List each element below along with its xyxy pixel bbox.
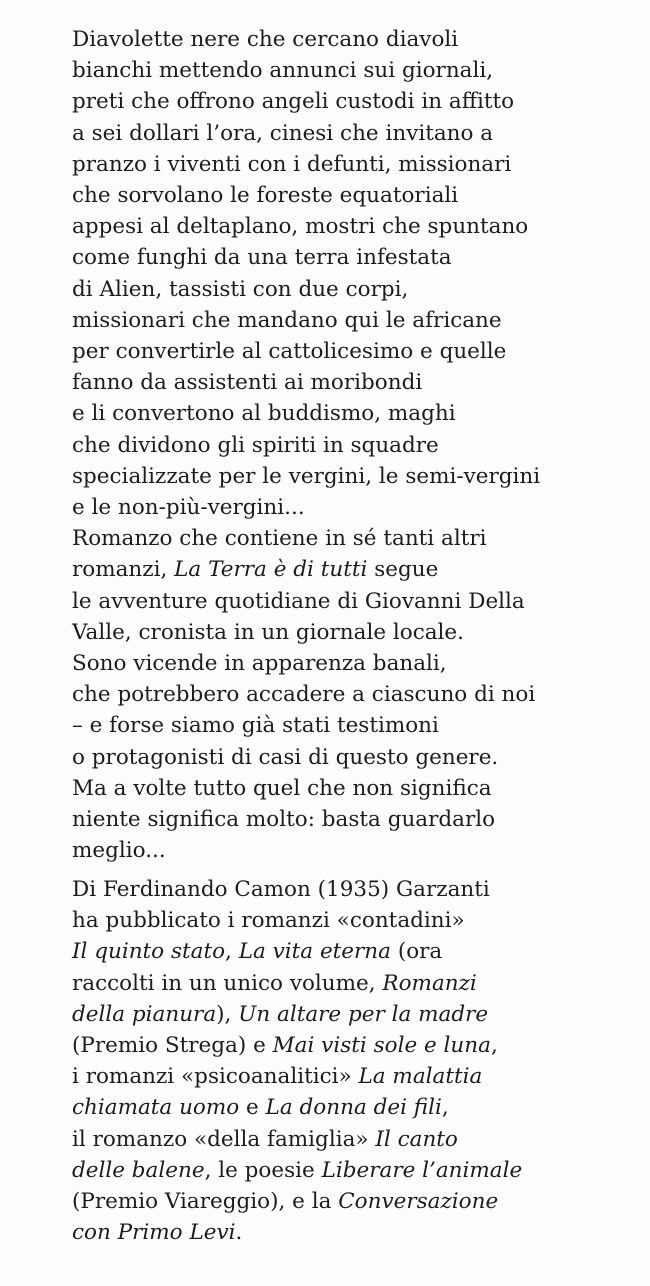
- book-title-italic: Il quinto stato: [72, 939, 226, 965]
- synopsis-line: che dividono gli spiriti in squadre: [72, 432, 439, 458]
- synopsis-line: e li convertono al buddismo, maghi: [72, 401, 456, 427]
- synopsis-line: pranzo i viventi con i defunti, missionari: [72, 151, 512, 177]
- synopsis-line: di Alien, tassisti con due corpi,: [72, 276, 409, 302]
- book-title-italic: La vita eterna: [238, 939, 391, 965]
- synopsis-line: o protagonisti di casi di questo genere.: [72, 744, 499, 770]
- synopsis-line: specializzate per le vergini, le semi-vergini: [72, 463, 541, 489]
- synopsis-line: bianchi mettendo annunci sui giornali,: [72, 58, 494, 84]
- book-title-italic: Mai visti sole e luna: [272, 1033, 491, 1059]
- text-run: il romanzo «della famiglia»: [72, 1126, 376, 1152]
- book-title-italic: con Primo Levi: [72, 1220, 236, 1246]
- bio-line: [72, 1186, 632, 1217]
- book-title-italic: della pianura: [72, 1001, 217, 1027]
- synopsis-line: meglio...: [72, 838, 166, 864]
- text-run: (Premio Viareggio), e la: [72, 1189, 339, 1215]
- synopsis-line: che potrebbero accadere a ciascuno di noi: [72, 682, 536, 708]
- book-title-italic: Un altare per la madre: [238, 1001, 489, 1027]
- book-title-italic: Il canto: [375, 1126, 458, 1152]
- book-title-italic: Conversazione: [338, 1189, 499, 1215]
- synopsis-paragraph: [72, 24, 632, 866]
- book-title-italic: chiamata uomo: [72, 1095, 240, 1121]
- text-run: (ora: [390, 939, 443, 965]
- synopsis-line: a sei dollari l’ora, cinesi che invitano a: [72, 120, 494, 146]
- bio-line: [72, 1092, 632, 1123]
- bio-line: ha pubblicato i romanzi «contadini»: [72, 908, 465, 934]
- text-run: ),: [216, 1001, 239, 1027]
- text-run: romanzi,: [72, 557, 175, 583]
- bio-line: [72, 1030, 632, 1061]
- text-run: segue: [367, 557, 439, 583]
- synopsis-line: Valle, cronista in un giornale locale.: [72, 619, 464, 645]
- bio-line: [72, 999, 632, 1030]
- synopsis-line: fanno da assistenti ai moribondi: [72, 370, 423, 396]
- synopsis-line: – e forse siamo già stati testimoni: [72, 713, 439, 739]
- book-title-italic: Liberare l’animale: [321, 1157, 523, 1183]
- bio-line: [72, 1217, 632, 1248]
- text-run: ,: [225, 939, 239, 965]
- synopsis-line: Romanzo che contiene in sé tanti altri: [72, 526, 487, 552]
- synopsis-line: Sono vicende in apparenza banali,: [72, 651, 447, 677]
- text-run: (Premio Strega) e: [72, 1033, 273, 1059]
- book-title-italic: delle balene: [72, 1157, 205, 1183]
- synopsis-line: appesi al deltaplano, mostri che spuntano: [72, 214, 529, 240]
- synopsis-line-title: [72, 554, 632, 585]
- synopsis-line: Diavolette nere che cercano diavoli: [72, 27, 459, 52]
- bio-line: Di Ferdinando Camon (1935) Garzanti: [72, 877, 490, 902]
- text-run: e: [239, 1095, 266, 1121]
- synopsis-line: preti che offrono angeli custodi in affitto: [72, 89, 515, 115]
- author-bio-paragraph: [72, 874, 632, 1248]
- synopsis-line: niente significa molto: basta guardarlo: [72, 807, 496, 833]
- bio-line: [72, 1155, 632, 1186]
- text-run: raccolti in un unico volume,: [72, 970, 383, 996]
- book-title-italic: La donna dei fili: [265, 1095, 442, 1121]
- book-title-italic: Romanzi: [382, 970, 477, 996]
- text-run: i romanzi «psicoanalitici»: [72, 1064, 359, 1090]
- text-run: ,: [490, 1033, 498, 1059]
- book-title-italic: La malattia: [358, 1064, 483, 1090]
- text-run: .: [235, 1220, 243, 1246]
- synopsis-line: Ma a volte tutto quel che non significa: [72, 775, 492, 801]
- text-run: ,: [441, 1095, 449, 1121]
- synopsis-line: che sorvolano le foreste equatoriali: [72, 183, 459, 209]
- synopsis-line: per convertirle al cattolicesimo e quelle: [72, 339, 507, 365]
- synopsis-line: e le non-più-vergini...: [72, 495, 305, 521]
- bio-line: [72, 936, 632, 967]
- synopsis-line: come funghi da una terra infestata: [72, 245, 452, 271]
- bio-line: [72, 968, 632, 999]
- bio-line: [72, 1124, 632, 1155]
- book-title-italic: La Terra è di tutti: [174, 557, 368, 583]
- synopsis-line: missionari che mandano qui le africane: [72, 307, 502, 333]
- bio-line: [72, 1061, 632, 1092]
- text-run: , le poesie: [204, 1157, 322, 1183]
- synopsis-line: le avventure quotidiane di Giovanni Della: [72, 588, 525, 614]
